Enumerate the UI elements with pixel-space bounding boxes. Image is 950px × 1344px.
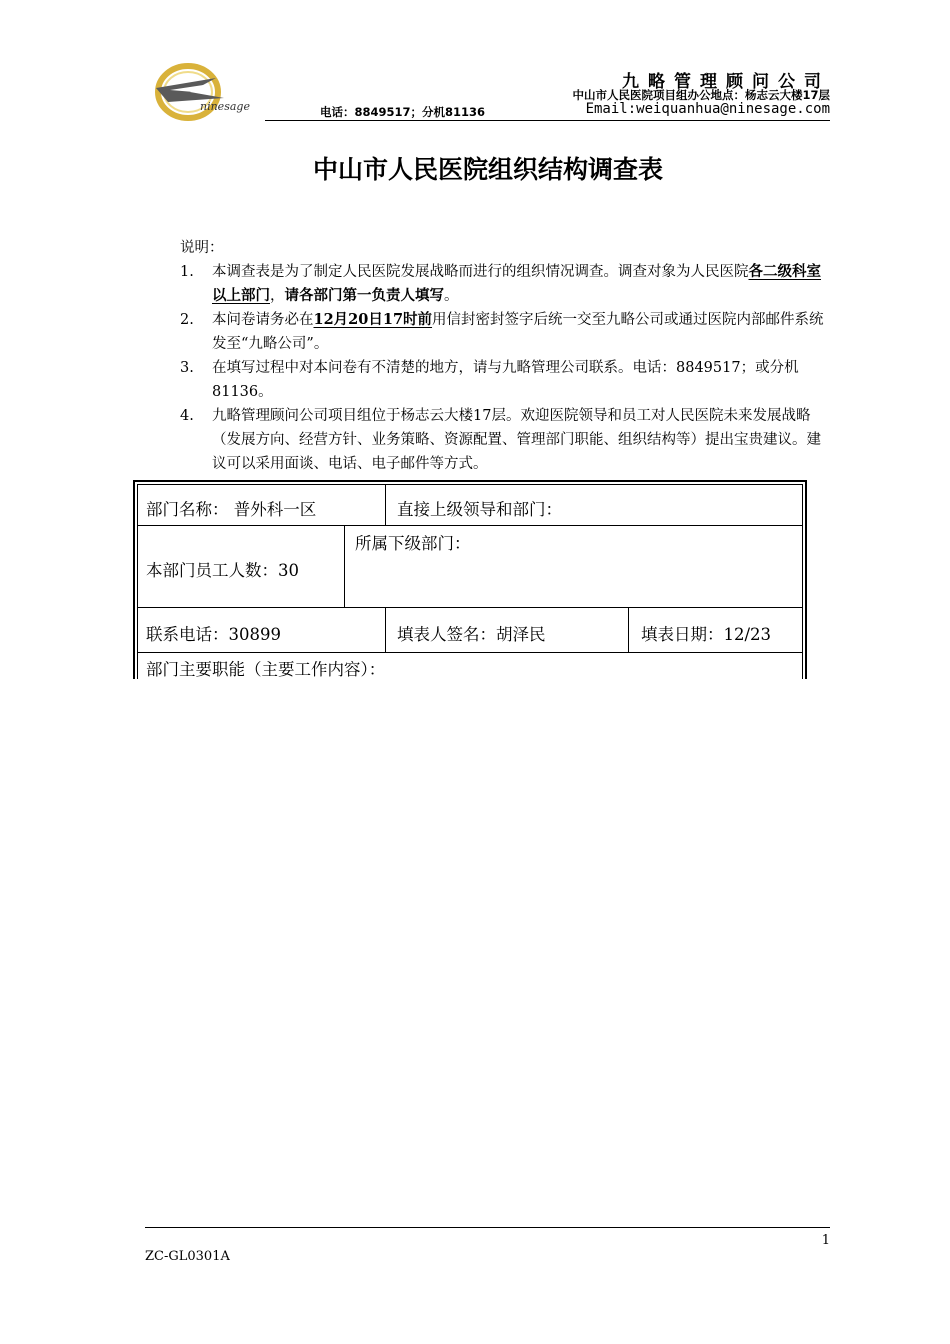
department-name-field: 部门名称： 普外科一区 xyxy=(146,500,317,519)
cell-divider xyxy=(344,526,345,607)
instruction-number: 4. xyxy=(180,408,194,424)
company-name: 九略管理顾问公司 xyxy=(622,72,830,92)
header-divider xyxy=(265,120,830,121)
instruction-text: 本问卷请务必在 xyxy=(212,312,314,328)
logo-wordmark: ninesage xyxy=(200,100,250,113)
page-number: 1 xyxy=(821,1233,830,1248)
main-duties-field: 部门主要职能（主要工作内容）： xyxy=(146,660,386,679)
instruction-text: 本调查表是为了制定人民医院发展战略而进行的组织情况调查。调查对象为人民医院 xyxy=(212,264,749,280)
instruction-text: 九略管理顾问公司项目组位于杨志云大楼17层。欢迎医院领导和员工对人民医院未来发展战略（发展方向、经营方针、业务策略、资源配置、管理部门职能、组织结构等）提出宝贵建议。建议可以采用面谈、电话、电子邮件等方式。 xyxy=(212,408,821,472)
contact-phone-field: 联系电话：30899 xyxy=(146,625,281,644)
contact-email: Email:weiquanhua@ninesage.com xyxy=(585,101,830,117)
instruction-emphasis: 各二级科室以上部门 xyxy=(212,263,821,304)
contact-phone: 电话：8849517；分机81136 xyxy=(320,105,486,119)
form-border xyxy=(802,484,803,679)
footer-divider xyxy=(145,1227,830,1228)
instructions xyxy=(180,236,830,476)
cell-divider xyxy=(385,608,386,652)
instruction-item xyxy=(180,308,830,356)
form-border xyxy=(133,480,135,679)
fill-date-field: 填表日期：12/23 xyxy=(641,625,772,644)
survey-form xyxy=(133,480,807,679)
instruction-text: 。 xyxy=(444,288,459,304)
subordinate-department-field: 所属下级部门： xyxy=(355,534,471,553)
document-code: ZC-GL0301A xyxy=(145,1249,230,1264)
instruction-text: ， xyxy=(270,288,285,304)
cell-divider xyxy=(385,485,386,525)
document-title: 中山市人民医院组织结构调查表 xyxy=(312,155,663,184)
instruction-text: 用信封密封签字后统一交至九略公司或通过医院内部邮件系统发至“九略公司”。 xyxy=(212,312,824,352)
row-divider xyxy=(138,525,802,526)
instruction-item xyxy=(180,260,830,308)
instruction-number: 2. xyxy=(180,312,194,328)
superior-department-field: 直接上级领导和部门： xyxy=(397,500,562,519)
instruction-deadline: 12月20日17时前 xyxy=(313,311,433,328)
instruction-number: 1. xyxy=(180,264,194,280)
instruction-item xyxy=(180,356,830,404)
instruction-item xyxy=(180,404,830,476)
form-border xyxy=(137,484,803,485)
form-border xyxy=(137,484,138,679)
instruction-emphasis: 请各部门第一负责人填写 xyxy=(284,287,444,304)
instruction-text: 在填写过程中对本问卷有不清楚的地方，请与九略管理公司联系。电话：8849517；或分机81136。 xyxy=(212,360,799,400)
ninesage-logo xyxy=(150,58,265,126)
row-divider xyxy=(138,652,802,653)
cell-divider xyxy=(628,608,629,652)
row-divider xyxy=(138,607,802,608)
form-border xyxy=(133,480,807,482)
form-border xyxy=(805,480,807,679)
office-address: 中山市人民医院项目组办公地点：杨志云大楼17层 xyxy=(572,88,830,102)
instruction-number: 3. xyxy=(180,360,194,376)
instructions-label: 说明： xyxy=(180,240,224,256)
staff-count-field: 本部门员工人数：30 xyxy=(146,561,299,580)
signer-field: 填表人签名：胡泽民 xyxy=(397,625,546,644)
